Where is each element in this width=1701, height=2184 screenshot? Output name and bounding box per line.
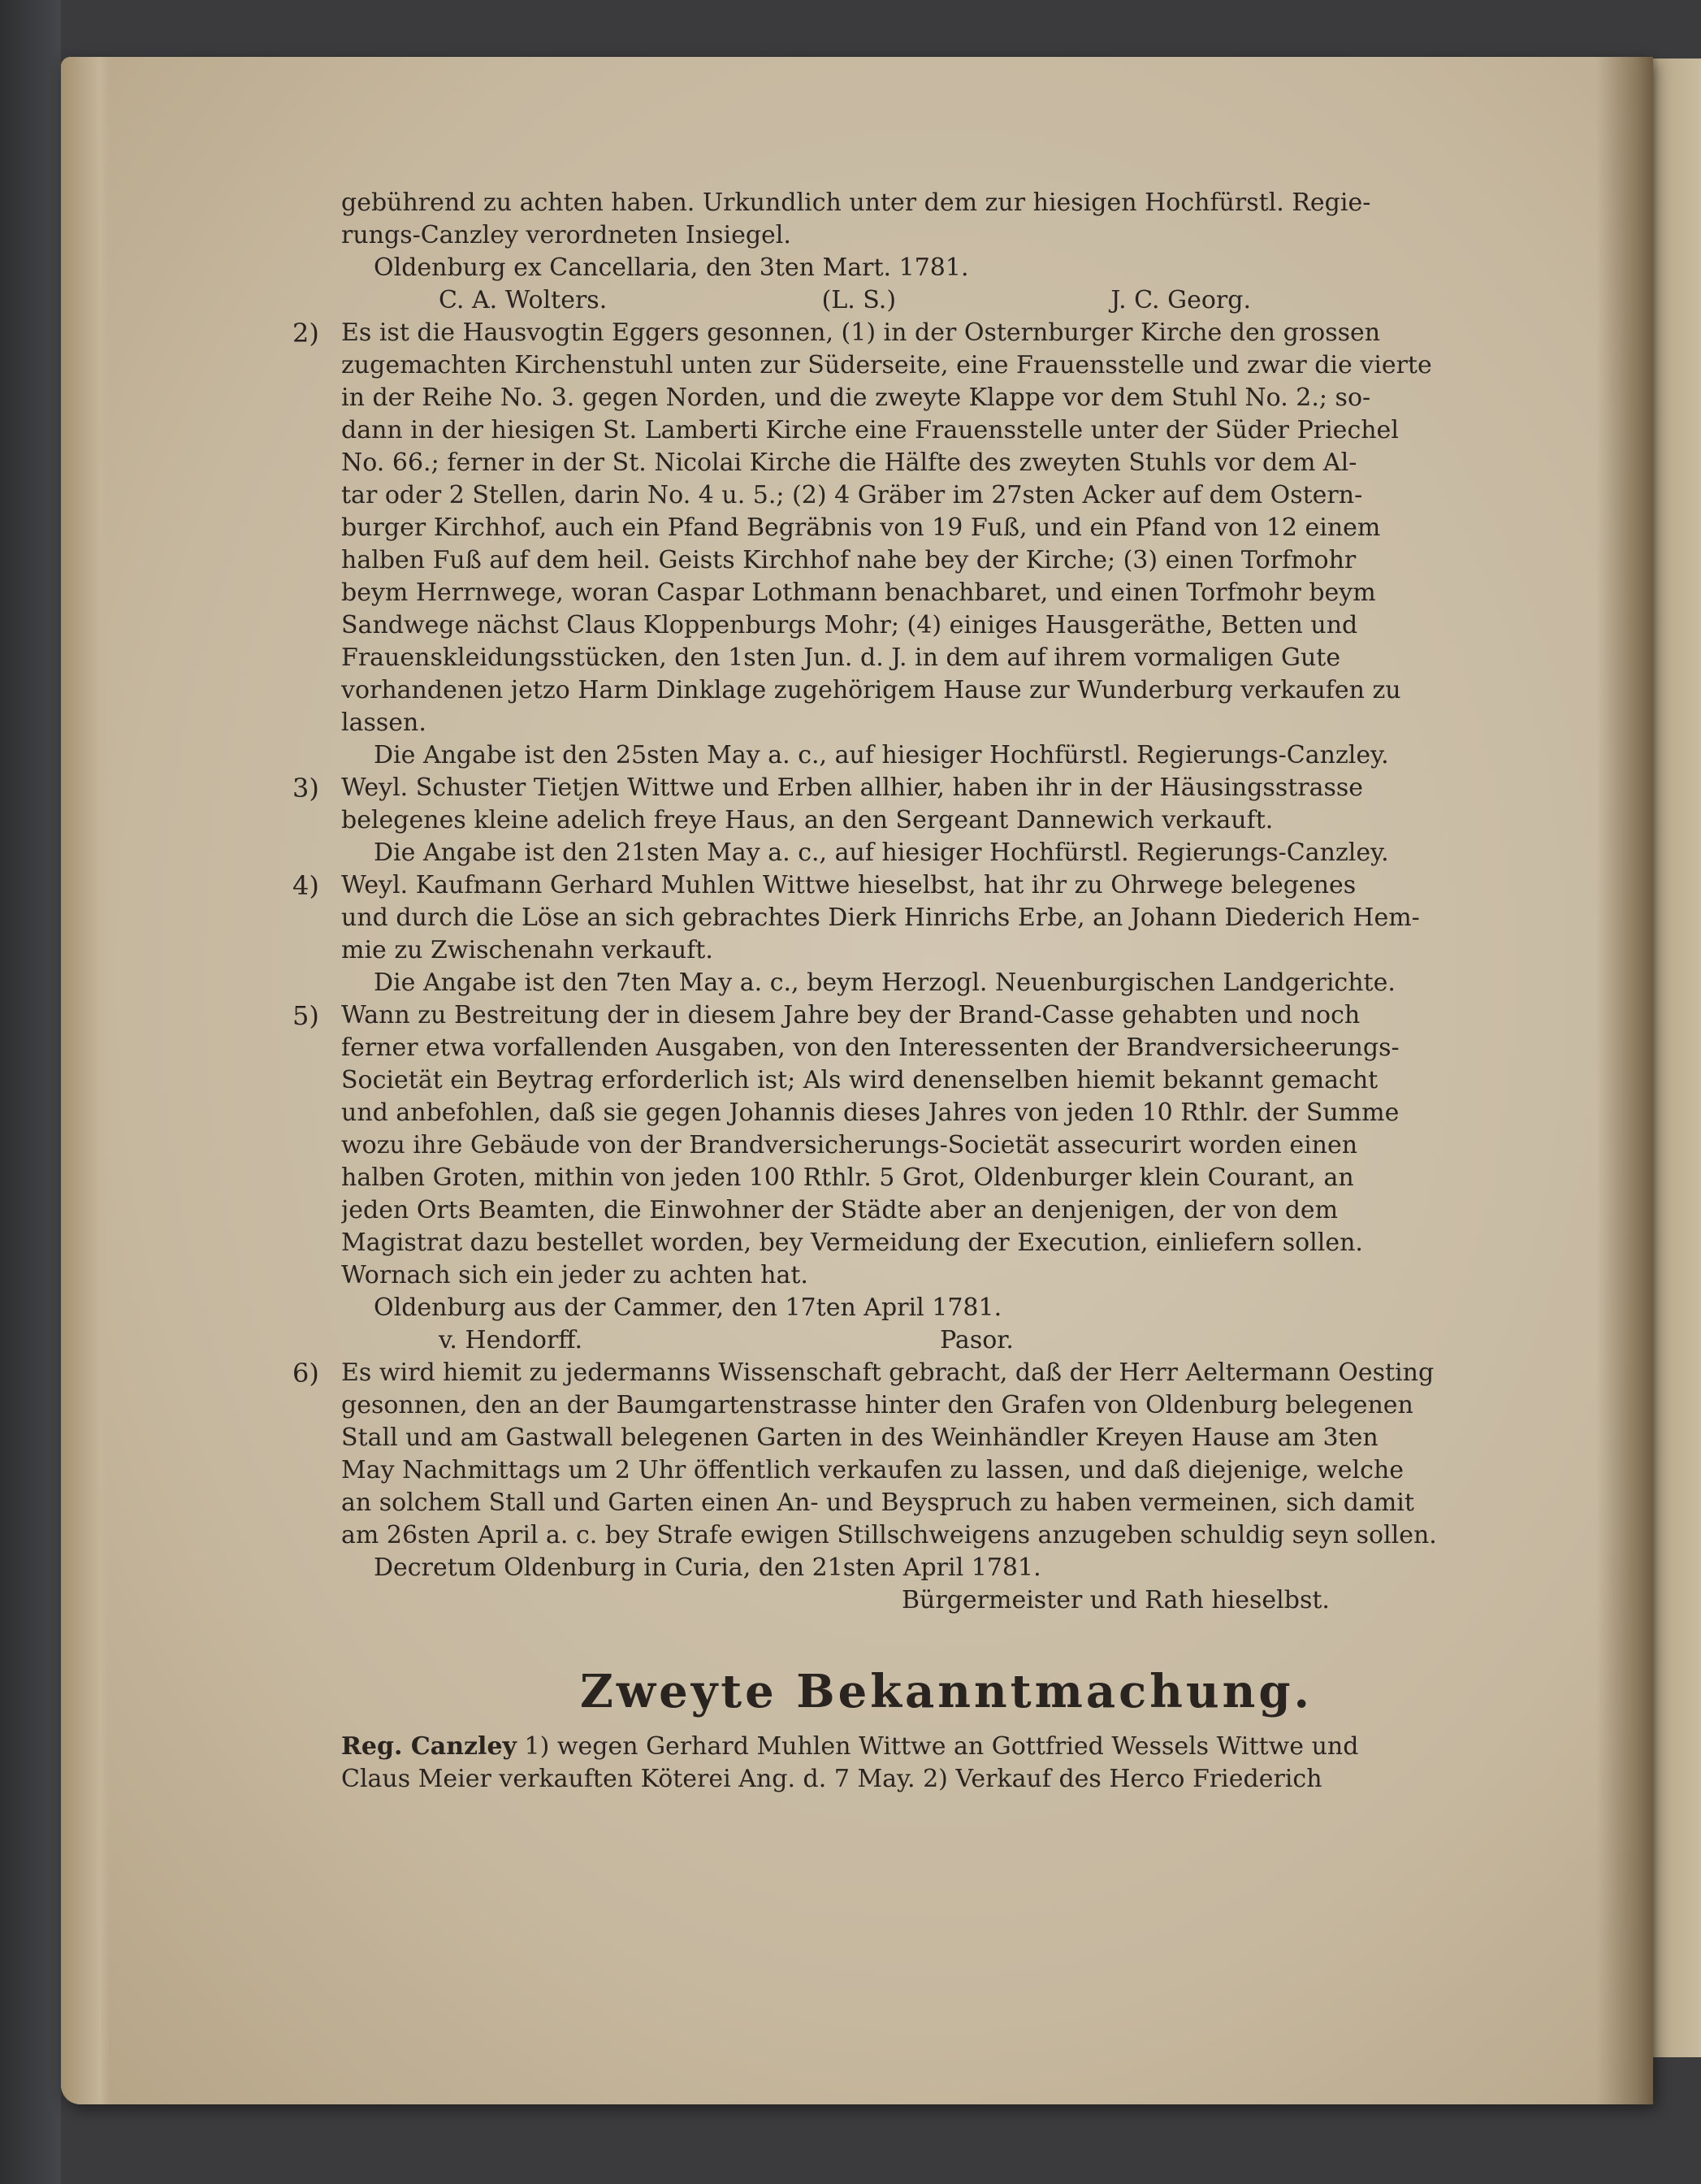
- intro-line: gebührend zu achten haben. Urkundlich unter dem zur hiesigen Hochfürstl. Regie-: [341, 188, 1371, 217]
- item-line: Stall und am Gastwall belegenen Garten in des Weinhändler Kreyen Hause am 3ten: [341, 1424, 1379, 1452]
- item-line: Es wird hiemit zu jedermanns Wissenschaft gebracht, daß der Herr Aeltermann Oesting: [341, 1358, 1435, 1387]
- signature-right: Pasor.: [940, 1326, 1014, 1354]
- item-line: jeden Orts Beamten, die Einwohner der Städte aber an denjenigen, der von dem: [341, 1196, 1339, 1224]
- final-line: [341, 1731, 1552, 1763]
- place-date: Oldenburg aus der Cammer, den 17ten April 1781.: [374, 1294, 1002, 1322]
- item-line: Wornach sich ein jeder zu achten hat.: [341, 1261, 808, 1289]
- item-line: Weyl. Kaufmann Gerhard Muhlen Wittwe hieselbst, hat ihr zu Ohrwege belegenes: [341, 871, 1357, 899]
- item-line: Societät ein Beytrag erforderlich ist; Als wird denenselben hiemit bekannt gemacht: [341, 1066, 1379, 1094]
- seal: (L. S.): [821, 286, 897, 314]
- authority: Bürgermeister und Rath hieselbst.: [902, 1586, 1330, 1614]
- signature-block: [341, 284, 1251, 317]
- item-line: lassen.: [341, 708, 426, 737]
- item-line: und durch die Löse an sich gebrachtes Dierk Hinrichs Erbe, an Johann Diederich Hem-: [341, 904, 1420, 932]
- dark-background-left: [0, 0, 61, 2184]
- item-line: am 26sten April a. c. bey Strafe ewigen Stillschweigens anzugeben schuldig seyn sollen.: [341, 1521, 1437, 1549]
- item-notice: Die Angabe ist den 7ten May a. c., beym Herzogl. Neuenburgischen Landgerichte.: [374, 968, 1396, 997]
- signature-block: [341, 1324, 1552, 1357]
- item-line: beym Herrnwege, woran Caspar Lothmann benachbaret, und einen Torfmohr beym: [341, 578, 1376, 607]
- section-heading: Zweyte Bekanntmachung.: [579, 1665, 1314, 1718]
- item-line: und anbefohlen, daß sie gegen Johannis dieses Jahres von jeden 10 Rthlr. der Summe: [341, 1098, 1400, 1127]
- spacer: [341, 1617, 1552, 1649]
- item-line: mie zu Zwischenahn verkauft.: [341, 936, 713, 964]
- item-line: belegenes kleine adelich freye Haus, an den Sergeant Dannewich verkauft.: [341, 806, 1274, 834]
- signature-left: C. A. Wolters.: [439, 286, 608, 314]
- item-2: [292, 317, 1552, 772]
- page-edge-left: [61, 57, 110, 2104]
- item-line: zugemachten Kirchenstuhl unten zur Süderseite, eine Frauensstelle und zwar die vierte: [341, 351, 1432, 379]
- item-line: in der Reihe No. 3. gegen Norden, und die zweyte Klappe vor dem Stuhl No. 2.; so-: [341, 384, 1371, 412]
- item-line: Sandwege nächst Claus Kloppenburgs Mohr; (4) einiges Hausgeräthe, Betten und: [341, 611, 1358, 639]
- item-number: 4): [292, 870, 319, 901]
- item-line: Frauenskleidungsstücken, den 1sten Jun. d. J. in dem auf ihrem vormaligen Gute: [341, 644, 1341, 672]
- item-notice: Die Angabe ist den 25sten May a. c., auf hiesiger Hochfürstl. Regierungs-Canzley.: [374, 741, 1389, 769]
- item-line: No. 66.; ferner in der St. Nicolai Kirche die Hälfte des zweyten Stuhls vor dem Al-: [341, 448, 1357, 477]
- decree: Decretum Oldenburg in Curia, den 21sten April 1781.: [374, 1554, 1041, 1582]
- item-line: Weyl. Schuster Tietjen Wittwe und Erben allhier, haben ihr in der Häusingsstrasse: [341, 774, 1364, 802]
- signature-right: J. C. Georg.: [1110, 286, 1251, 314]
- item-number: 6): [292, 1358, 319, 1389]
- item-line: wozu ihre Gebäude von der Brandversicherungs-Societät assecurirt worden einen: [341, 1131, 1358, 1159]
- item-line: Magistrat dazu bestellet worden, bey Vermeidung der Execution, einliefern sollen.: [341, 1228, 1363, 1257]
- item-notice: Die Angabe ist den 21sten May a. c., auf hiesiger Hochfürstl. Regierungs-Canzley.: [374, 838, 1389, 867]
- item-4: [292, 869, 1552, 999]
- page-gutter: [1596, 57, 1653, 2104]
- item-line: halben Fuß auf dem heil. Geists Kirchhof nahe bey der Kirche; (3) einen Torfmohr: [341, 546, 1357, 574]
- item-5: [292, 999, 1552, 1357]
- item-line: halben Groten, mithin von jeden 100 Rthlr. 5 Grot, Oldenburger klein Courant, an: [341, 1164, 1354, 1192]
- item-number: 5): [292, 1000, 319, 1031]
- page-text: [292, 187, 1552, 1796]
- item-line: dann in der hiesigen St. Lamberti Kirche eine Frauensstelle unter der Süder Priechel: [341, 416, 1399, 444]
- final-text: 1) wegen Gerhard Muhlen Wittwe an Gottfried Wessels Wittwe und: [524, 1732, 1359, 1761]
- item-line: ferner etwa vorfallenden Ausgaben, von den Interessenten der Brandversicheerungs-: [341, 1034, 1400, 1062]
- item-3: [292, 772, 1552, 869]
- item-number: 3): [292, 773, 319, 804]
- item-line: Es ist die Hausvogtin Eggers gesonnen, (1) in der Osternburger Kirche den grossen: [341, 318, 1381, 347]
- item-line: Wann zu Bestreitung der in diesem Jahre bey der Brand-Casse gehabten und noch: [341, 1001, 1361, 1029]
- item-6: [292, 1357, 1552, 1617]
- item-line: gesonnen, den an der Baumgartenstrasse hinter den Grafen von Oldenburg belegenen: [341, 1391, 1413, 1419]
- item-line: tar oder 2 Stellen, darin No. 4 u. 5.; (2) 4 Gräber im 27sten Acker auf dem Ostern-: [341, 481, 1363, 509]
- item-line: burger Kirchhof, auch ein Pfand Begräbnis von 19 Fuß, und ein Pfand von 12 einem: [341, 514, 1381, 542]
- item-number: 2): [292, 318, 319, 349]
- place-date: Oldenburg ex Cancellaria, den 3ten Mart. 1781.: [374, 254, 969, 282]
- intro-line: rungs-Canzley verordneten Insiegel.: [341, 221, 791, 249]
- item-line: May Nachmittags um 2 Uhr öffentlich verkaufen zu lassen, und daß diejenige, welche: [341, 1456, 1405, 1484]
- item-line: an solchem Stall und Garten einen An- und Beyspruch zu haben vermeinen, sich damit: [341, 1488, 1414, 1517]
- final-line: Claus Meier verkauften Köterei Ang. d. 7 May. 2) Verkauf des Herco Friederich: [341, 1765, 1322, 1793]
- item-line: vorhandenen jetzo Harm Dinklage zugehörigem Hause zur Wunderburg verkaufen zu: [341, 676, 1401, 704]
- final-label: Reg. Canzley: [341, 1732, 517, 1761]
- signature-left: v. Hendorff.: [439, 1326, 583, 1354]
